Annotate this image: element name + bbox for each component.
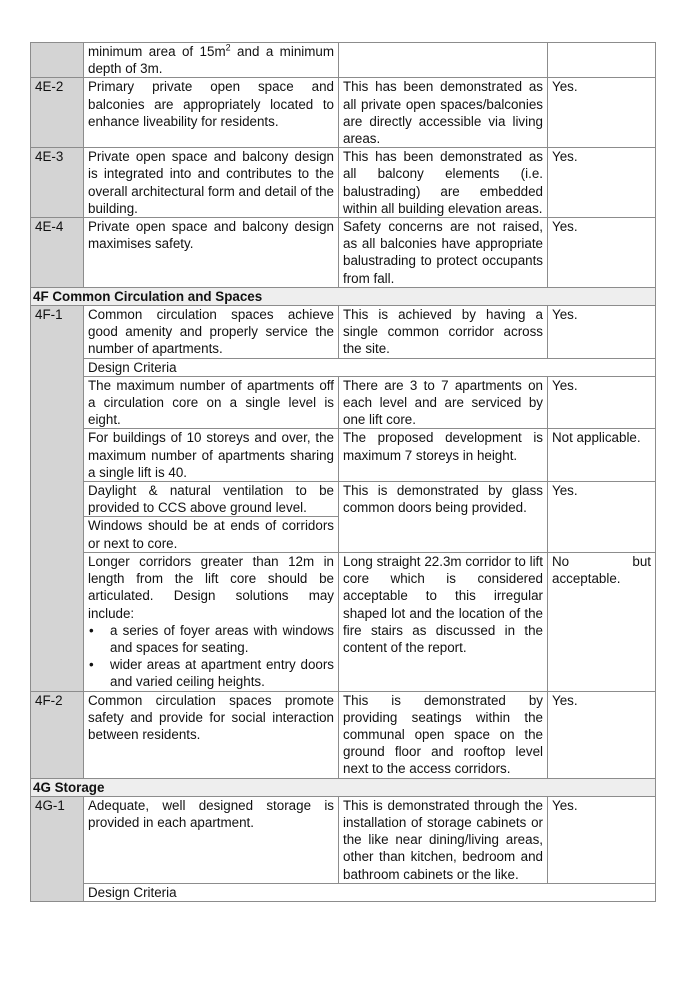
comment-cell: This is demonstrated by glass common doors being provided. (339, 482, 548, 553)
comment-cell: The proposed development is maximum 7 storeys in height. (339, 429, 548, 482)
compliance-table (30, 42, 656, 902)
objective-id-cell: 4F-1 (31, 306, 84, 691)
table-row (31, 43, 656, 78)
objective-cell: Daylight & natural ventilation to be provided to CCS above ground level. (84, 482, 339, 517)
table-row (31, 552, 656, 691)
objective-cell: Primary private open space and balconies are appropriately located to enhance liveability for residents. (84, 78, 339, 148)
compliance-cell: Yes. (548, 218, 656, 288)
table-row (31, 429, 656, 482)
compliance-cell: Yes. (548, 482, 656, 553)
table-row (31, 691, 656, 778)
table-row (31, 218, 656, 288)
objective-cell (84, 43, 339, 78)
comment-cell: This has been demonstrated as all private open spaces/balconies are directly accessible via living areas. (339, 78, 548, 148)
superscript: 2 (225, 42, 231, 53)
table-row (31, 796, 656, 883)
objective-cell: Windows should be at ends of corridors or next to core. (84, 517, 339, 552)
objective-cell: The maximum number of apartments off a circulation core on a single level is eight. (84, 376, 339, 429)
section-heading: 4G Storage (31, 778, 656, 796)
section-heading-row (31, 287, 656, 305)
section-heading-row (31, 778, 656, 796)
objective-cell: For buildings of 10 storeys and over, the maximum number of apartments sharing a single lift is 40. (84, 429, 339, 482)
table-row (31, 482, 656, 517)
compliance-cell: Yes. (548, 148, 656, 218)
comment-cell: Long straight 22.3m corridor to lift core which is considered acceptable to this irregular shaped lot and the location of the fire stairs as discussed in the content of the report. (339, 552, 548, 691)
objective-text: and a minimum depth of 3m. (88, 44, 334, 77)
table-row (31, 376, 656, 429)
section-heading: 4F Common Circulation and Spaces (31, 287, 656, 305)
objective-cell: Common circulation spaces promote safety and provide for social interaction between residents. (84, 691, 339, 778)
comment-cell: This is achieved by having a single common corridor across the site. (339, 306, 548, 359)
objective-cell: Private open space and balcony design maximises safety. (84, 218, 339, 288)
list-item: • a series of foyer areas with windows and spaces for seating. (88, 622, 334, 656)
objective-cell: Common circulation spaces achieve good amenity and properly service the number of apartments. (84, 306, 339, 359)
objective-cell: Adequate, well designed storage is provided in each apartment. (84, 796, 339, 883)
design-solutions-list (88, 622, 334, 691)
objective-id-cell: 4E-3 (31, 148, 84, 218)
objective-text: minimum area of 15m (88, 44, 226, 59)
objective-id-cell (31, 43, 84, 78)
design-criteria-row (31, 883, 656, 901)
objective-id-cell: 4G-1 (31, 796, 84, 901)
compliance-cell: Yes. (548, 691, 656, 778)
design-criteria-label: Design Criteria (84, 883, 656, 901)
design-criteria-row (31, 358, 656, 376)
list-item: • wider areas at apartment entry doors and varied ceiling heights. (88, 656, 334, 690)
comment-cell: There are 3 to 7 apartments on each level and are serviced by one lift core. (339, 376, 548, 429)
compliance-cell (548, 43, 656, 78)
objective-id-cell: 4F-2 (31, 691, 84, 778)
compliance-cell: Yes. (548, 796, 656, 883)
compliance-cell: Not applicable. (548, 429, 656, 482)
objective-cell (84, 552, 339, 691)
objective-id-cell: 4E-2 (31, 78, 84, 148)
comment-cell (339, 43, 548, 78)
design-criteria-label: Design Criteria (84, 358, 656, 376)
compliance-cell: Yes. (548, 306, 656, 359)
table-row (31, 148, 656, 218)
comment-cell: This has been demonstrated as all balcony elements (i.e. balustrading) are embedded within all building elevation areas. (339, 148, 548, 218)
comment-cell: This is demonstrated by providing seatings within the communal open space on the ground floor and rooftop level next to the access corridors. (339, 691, 548, 778)
table-row (31, 306, 656, 359)
compliance-cell: Yes. (548, 376, 656, 429)
comment-cell: Safety concerns are not raised, as all balconies have appropriate balustrading to protect occupants from fall. (339, 218, 548, 288)
objective-cell: Private open space and balcony design is integrated into and contributes to the overall architectural form and detail of the building. (84, 148, 339, 218)
objective-id-cell: 4E-4 (31, 218, 84, 288)
compliance-cell: No but acceptable. (548, 552, 656, 691)
table-row (31, 78, 656, 148)
comment-cell: This is demonstrated through the installation of storage cabinets or the like near dining/living areas, other than kitchen, bedroom and bathroom cabinets or the like. (339, 796, 548, 883)
objective-text: Longer corridors greater than 12m in length from the lift core should be articulated. Design solutions may include: (88, 553, 334, 621)
compliance-cell: Yes. (548, 78, 656, 148)
